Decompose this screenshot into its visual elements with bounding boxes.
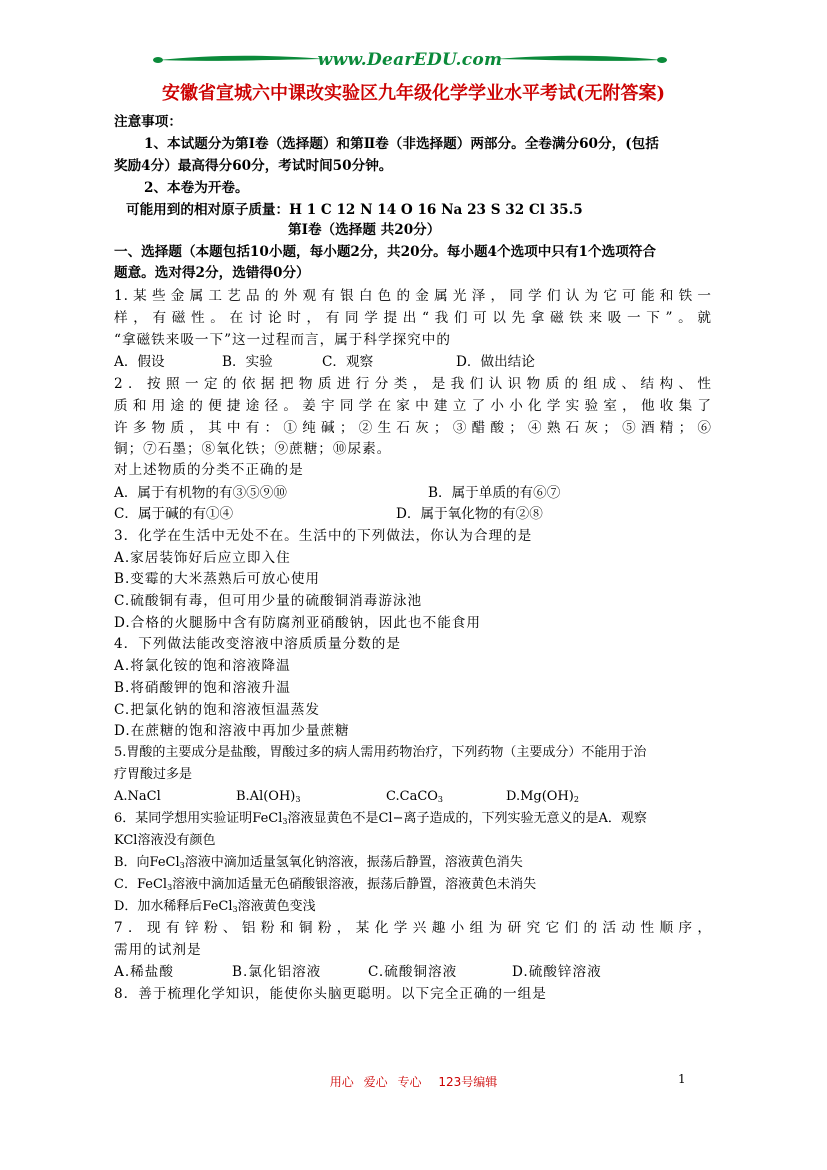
- q7-option-d: D.硫酸锌溶液: [512, 964, 602, 980]
- q5-line2: 疗胃酸过多是: [114, 767, 193, 782]
- q7-option-a: A.稀盐酸: [114, 964, 174, 980]
- q2-line1: 2．按照一定的依据把物质进行分类，是我们认识物质的组成、结构、性: [114, 376, 712, 392]
- notice-heading: 注意事项：: [114, 114, 182, 130]
- footer-part: 爱心: [363, 1075, 388, 1089]
- q5-option-c: C.CaCO$_3$: [386, 789, 444, 804]
- q6-line2: KCl溶液没有颜色: [114, 833, 216, 848]
- notice-item1-line1: 1、本试题分为第Ⅰ卷（选择题）和第Ⅱ卷（非选择题）两部分。全卷满分60分，(包括: [144, 136, 659, 152]
- section-intro-line2: 题意。选对得2分，选错得0分）: [114, 265, 310, 281]
- q7-option-c: C.硫酸铜溶液: [368, 964, 458, 980]
- q6-option-d: D．加水稀释后FeCl$_3$溶液黄色变浅: [114, 899, 316, 914]
- q4-option-c: C.把氯化钠的饱和溶液恒温蒸发: [114, 702, 320, 718]
- q2-option-d: D．属于氧化物的有②⑧: [396, 506, 543, 522]
- q2-option-b: B．属于单质的有⑥⑦: [428, 485, 561, 501]
- q3-option-c: C.硫酸铜有毒，但可用少量的硫酸铜消毒游泳池: [114, 593, 423, 609]
- q1-line1: 1.某些金属工艺品的外观有银白色的金属光泽，同学们认为它可能和铁一: [114, 288, 712, 304]
- notice-item1-line2: 奖励4分）最高得分60分，考试时间50分钟。: [114, 158, 393, 174]
- notice-item2: 2、本卷为开卷。: [144, 180, 249, 196]
- footer-editor: 123号编辑: [438, 1075, 498, 1089]
- q1-line2: 样，有磁性。在讨论时，有同学提出“我们可以先拿磁铁来吸一下”。就: [114, 310, 712, 326]
- q2-option-c: C．属于碱的有①④: [114, 506, 234, 522]
- site-banner: [150, 48, 670, 78]
- section-intro-line1: 一、选择题（本题包括10小题，每小题2分，共20分。每小题4个选项中只有1个选项符合: [114, 244, 656, 260]
- q1-option-b: B．实验: [222, 354, 273, 370]
- q5-line1: 5.胃酸的主要成分是盐酸，胃酸过多的病人需用药物治疗，下列药物（主要成分）不能用于治: [114, 745, 647, 760]
- q7-line1: 7．现有锌粉、铝粉和铜粉，某化学兴趣小组为研究它们的活动性顺序，: [114, 920, 712, 936]
- q4-option-a: A.将氯化铵的饱和溶液降温: [114, 658, 291, 674]
- q5-option-a: A.NaCl: [114, 789, 161, 804]
- q1-option-d: D．做出结论: [456, 354, 535, 370]
- q5-option-b: $B.Al(OH)_3$: [236, 789, 301, 804]
- q5-option-d: $D.Mg(OH)_2$: [506, 789, 579, 804]
- footer-part: 专心: [397, 1075, 422, 1089]
- q2-line2: 质和用途的便捷途径。姜宇同学在家中建立了小小化学实验室，他收集了: [114, 398, 712, 414]
- q7-line2: 需用的试剂是: [114, 942, 202, 958]
- q8-stem: 8．善于梳理化学知识，能使你头脑更聪明。以下完全正确的一组是: [114, 986, 547, 1002]
- q2-option-a: A．属于有机物的有③⑤⑨⑩: [114, 485, 287, 501]
- q4-stem: 4．下列做法能改变溶液中溶质质量分数的是: [114, 636, 401, 652]
- q3-stem: 3．化学在生活中无处不在。生活中的下列做法，你认为合理的是: [114, 528, 533, 544]
- q3-option-d: D.合格的火腿肠中含有防腐剂亚硝酸钠，因此也不能食用: [114, 615, 481, 631]
- site-url[interactable]: www.DearEDU.com: [317, 50, 503, 70]
- page-footer: [0, 1073, 827, 1090]
- q2-line4: 铜；⑦石墨；⑧氧化铁；⑨蔗糖；⑩尿素。: [114, 441, 392, 457]
- q2-line3: 许多物质，其中有：①纯碱；②生石灰；③醋酸；④熟石灰；⑤酒精；⑥: [114, 420, 712, 436]
- q4-option-b: B.将硝酸钾的饱和溶液升温: [114, 680, 291, 696]
- q7-option-b: B.氯化铝溶液: [232, 964, 322, 980]
- q2-line5: 对上述物质的分类不正确的是: [114, 462, 304, 478]
- q6-option-b: B．向FeCl$_3$溶液中滴加适量氢氧化钠溶液，振荡后静置，溶液黄色消失: [114, 855, 523, 870]
- page-title: 安徽省宣城六中课改实验区九年级化学学业水平考试(无附答案): [161, 83, 666, 104]
- q1-line3: “拿磁铁来吸一下”这一过程而言，属于科学探究中的: [114, 332, 451, 348]
- footer-part: 用心: [329, 1075, 354, 1089]
- q1-option-c: C．观察: [322, 354, 374, 370]
- q3-option-a: A.家居装饰好后应立即入住: [114, 550, 291, 566]
- q6-option-c: C．FeCl$_3$溶液中滴加适量无色硝酸银溶液，振荡后静置，溶液黄色未消失: [114, 877, 537, 892]
- page-number: 1: [678, 1072, 686, 1086]
- q4-option-d: D.在蔗糖的饱和溶液中再加少量蔗糖: [114, 723, 350, 739]
- q1-option-a: A．假设: [114, 354, 165, 370]
- q6-line1: 6．某同学想用实验证明FeCl$_3$溶液显黄色不是Cl−离子造成的，下列实验无意义的是A．观察: [114, 811, 647, 826]
- q3-option-b: B.变霉的大米蒸熟后可放心使用: [114, 571, 321, 587]
- part1-heading: 第Ⅰ卷（选择题 共20分）: [288, 222, 441, 238]
- atomic-masses: 可能用到的相对原子质量：H 1 C 12 N 14 O 16 Na 23 S 32 Cl 35.5: [126, 202, 583, 218]
